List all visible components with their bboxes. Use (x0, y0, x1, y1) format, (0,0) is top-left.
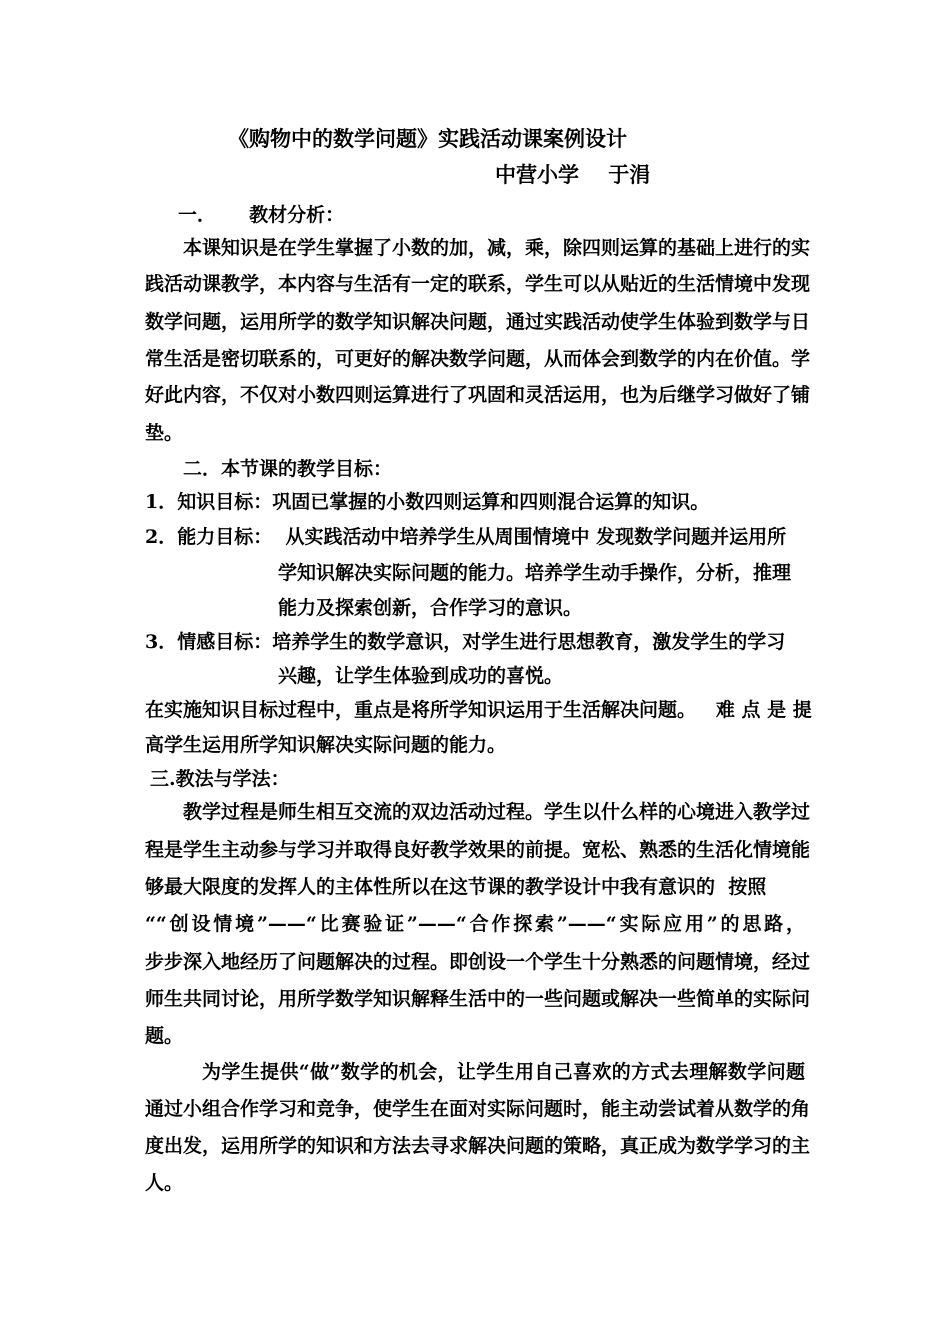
document-title: 《购物中的数学问题》实践活动课案例设计 (228, 126, 627, 151)
goal-emotion-cont: 兴趣，让学生体验到成功的喜悦。 (278, 665, 564, 687)
paragraph-line: 常生活是密切联系的，可更好的解决数学问题，从而体会到数学的内在价值。学 (145, 348, 811, 370)
goal-ability-cont: 学知识解决实际问题的能力。培养学生动手操作，分析，推理 (278, 562, 792, 584)
author-line: 中营小学 于涓 (495, 162, 651, 187)
goal-ability: 2．能力目标： 从实践活动中培养学生从周围情境中 发现数学问题并运用所 (145, 526, 787, 548)
section-heading-2: 二．本节课的教学目标： (183, 458, 393, 480)
paragraph-line: 师生共同讨论，用所学数学知识解释生活中的一些问题或解决一些简单的实际问 (145, 988, 811, 1010)
paragraph-line: 够最大限度的发挥人的主体性所以在这节课的教学设计中我有意识的 按照 (145, 876, 767, 898)
key-points-cont: 高学生运用所学知识解决实际问题的能力。 (145, 734, 507, 756)
paragraph-line: 为学生提供“做”数学的机会，让学生用自己喜欢的方式去理解数学问题 (202, 1061, 805, 1083)
goal-emotion: 3．情感目标：培养学生的数学意识，对学生进行思想教育，激发学生的学习 (145, 631, 786, 653)
key-points: 在实施知识目标过程中，重点是将所学知识运用于生活解决问题。 难 点 是 提 (145, 699, 812, 721)
paragraph-line: 度出发，运用所学的知识和方法去寻求解决问题的策略，真正成为数学学习的主 (145, 1135, 811, 1157)
paragraph-line: 本课知识是在学生掌握了小数的加，减，乘，除四则运算的基础上进行的实 (183, 237, 811, 259)
paragraph-line: ““创设情境”——“比赛验证”——“合作探索”——“实际应用”的思路， (145, 913, 805, 935)
paragraph-line: 教学过程是师生相互交流的双边活动过程。学生以什么样的心境进入教学过 (183, 801, 811, 823)
paragraph-line: 题。 (145, 1025, 184, 1047)
paragraph-line: 践活动课教学，本内容与生活有一定的联系，学生可以从贴近的生活情境中发现 (145, 273, 811, 295)
section-heading-1: 一． 教材分析： (178, 204, 345, 226)
paragraph-line: 通过小组合作学习和竞争，使学生在面对实际问题时，能主动尝试着从数学的角 (145, 1098, 811, 1120)
paragraph-line: 好此内容，不仅对小数四则运算进行了巩固和灵活运用，也为后继学习做好了铺 (145, 384, 811, 406)
goal-knowledge: 1．知识目标：巩固已掌握的小数四则运算和四则混合运算的知识。 (145, 491, 710, 513)
section-heading-3: 三.教法与学法： (150, 768, 290, 790)
paragraph-line: 人。 (145, 1172, 184, 1194)
paragraph-line: 垫。 (145, 422, 184, 444)
goal-ability-cont: 能力及探索创新，合作学习的意识。 (278, 597, 583, 619)
paragraph-line: 程是学生主动参与学习并取得良好教学效果的前提。宽松、熟悉的生活化情境能 (145, 839, 811, 861)
paragraph-line: 数学问题，运用所学的数学知识解决问题，通过实践活动使学生体验到数学与日 (145, 311, 811, 333)
paragraph-line: 步步深入地经历了问题解决的过程。即创设一个学生十分熟悉的问题情境，经过 (145, 951, 811, 973)
